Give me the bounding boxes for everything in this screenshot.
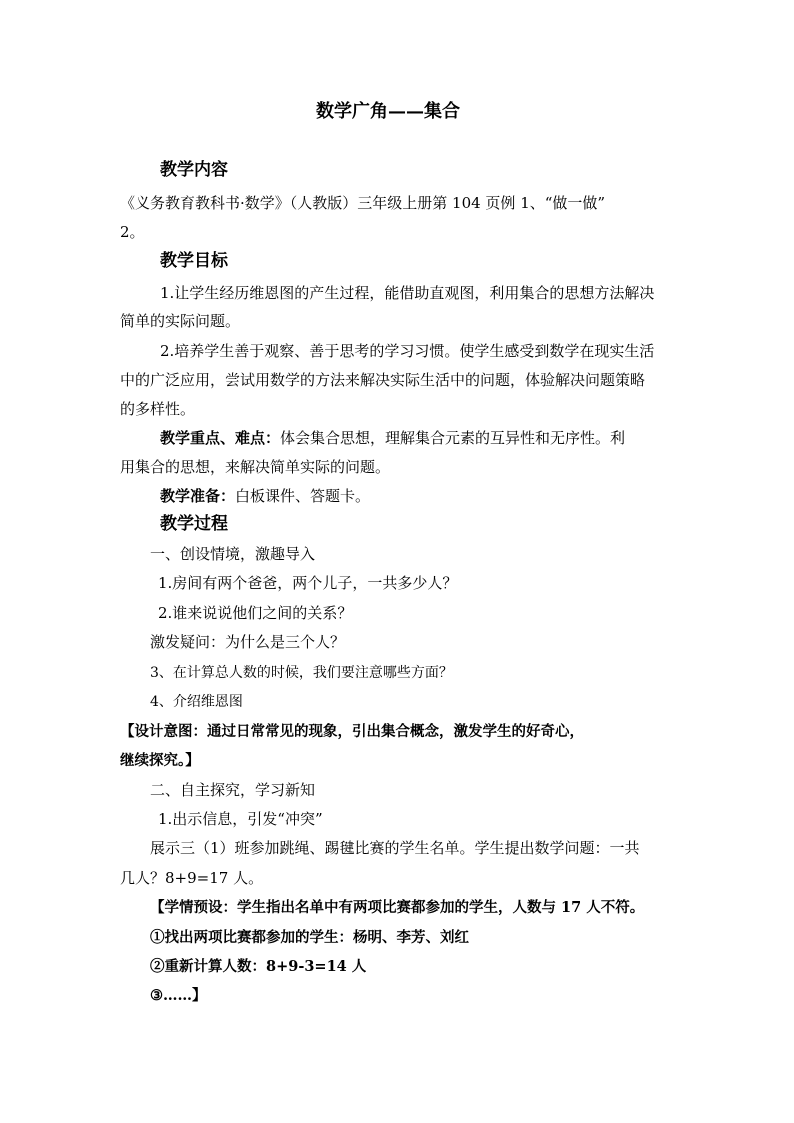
key-points-line1: [160, 428, 625, 448]
design-intent-line1: 【设计意图：通过日常常见的现象，引出集合概念，激发学生的好奇心，: [120, 723, 584, 740]
prediction-item-2: ②重新计算人数：8+9-3=14 人: [150, 958, 367, 975]
preparation-text: 白板课件、答题卡。: [235, 487, 371, 505]
part2-item-1: 1.出示信息，引发“冲突”: [158, 810, 323, 828]
prediction-item-1: ①找出两项比赛都参加的学生：杨明、李芳、刘红: [150, 929, 469, 946]
heading-content: 教学内容: [160, 160, 228, 180]
prediction-item-3: ③……】: [150, 987, 207, 1004]
doubt-line: 激发疑问：为什么是三个人？: [150, 633, 346, 651]
prediction-line1: 【学情预设：学生指出名单中有两项比赛都参加的学生，人数与 17 人不符。: [150, 899, 645, 916]
objective-2-line3: 的多样性。: [120, 400, 196, 418]
question-4: 4、介绍维恩图: [150, 694, 243, 710]
key-points-label: 教学重点、难点：: [160, 429, 281, 447]
objective-1-line2: 简单的实际问题。: [120, 312, 241, 330]
preparation-label: 教学准备：: [160, 487, 236, 505]
question-3: 3、在计算总人数的时候，我们要注意哪些方面？: [150, 665, 453, 681]
key-points-text: 体会集合思想，理解集合元素的互异性和无序性。利: [280, 429, 626, 447]
objective-2-line1: 2.培养学生善于观察、善于思考的学习习惯。使学生感受到数学在现实生活: [160, 342, 655, 360]
part2-title: 二、自主探究，学习新知: [150, 781, 316, 799]
preparation-line: [160, 486, 370, 506]
objective-2-line2: 中的广泛应用，尝试用数学的方法来解决实际生活中的问题，体验解决问题策略: [120, 371, 646, 389]
part1-title: 一、创设情境，激趣导入: [150, 545, 316, 563]
objective-1-line1: 1.让学生经历维恩图的产生过程，能借助直观图，利用集合的思想方法解决: [160, 284, 655, 302]
content-text-line2: 2。: [120, 223, 145, 241]
key-points-line2: 用集合的思想，来解决简单实际的问题。: [120, 458, 391, 476]
page-title: 数学广角——集合: [316, 101, 460, 122]
content-text-line1: 《义务教育教科书·数学》（人教版）三年级上册第 104 页例 1、“做一做”: [120, 194, 606, 212]
question-2: 2.谁来说说他们之间的关系？: [158, 604, 353, 622]
heading-objectives: 教学目标: [160, 251, 228, 271]
show-line2: 几人？8+9=17 人。: [120, 869, 264, 887]
design-intent-line2: 继续探究。】: [120, 752, 200, 769]
question-1: 1.房间有两个爸爸，两个儿子，一共多少人？: [158, 574, 458, 592]
show-line1: 展示三（1）班参加跳绳、踢毽比赛的学生名单。学生提出数学问题：一共: [150, 839, 640, 857]
heading-process: 教学过程: [160, 514, 228, 534]
